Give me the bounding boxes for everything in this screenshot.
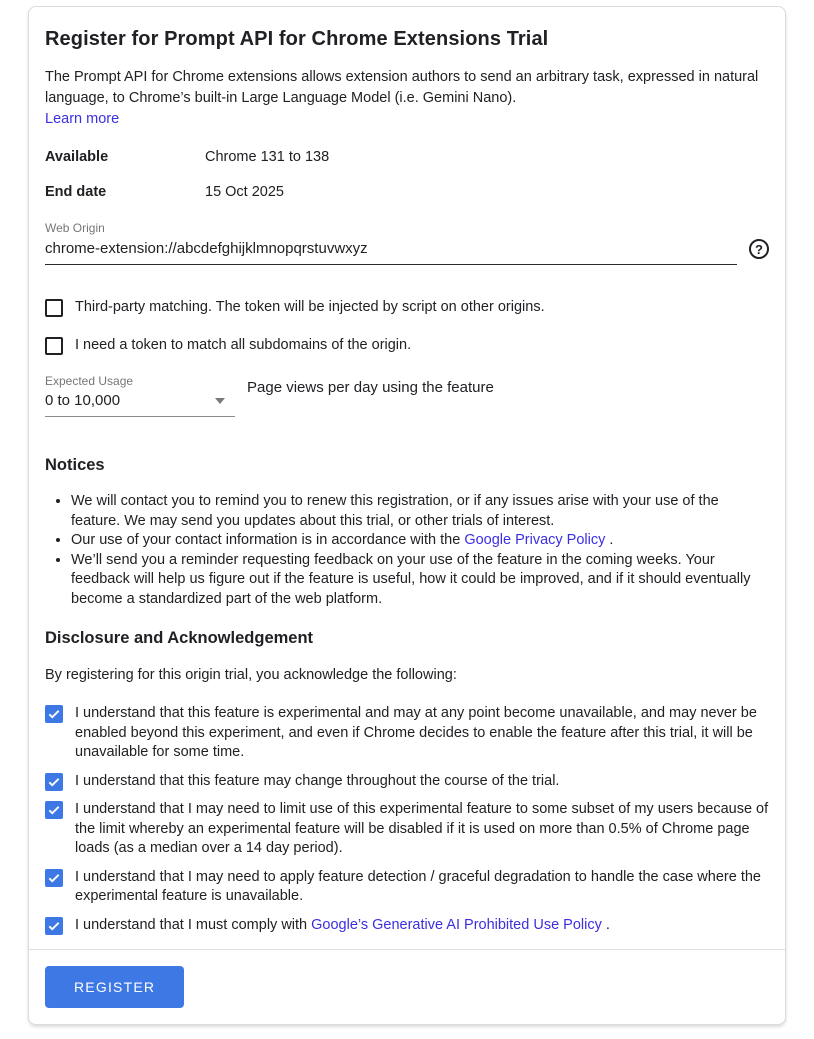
generative-ai-policy-link[interactable]: Google’s Generative AI Prohibited Use Policy (311, 916, 602, 933)
notices-list (45, 492, 769, 609)
trial-details (45, 147, 769, 203)
web-origin-input[interactable] (45, 236, 737, 265)
option-label: Third-party matching. The token will be injected by script on other origins. (75, 299, 545, 315)
check-icon (47, 919, 61, 933)
check-icon (47, 871, 61, 885)
ack-row-may-change (45, 772, 769, 792)
actions-bar (29, 949, 785, 1024)
web-origin-field (45, 221, 769, 265)
ack-label: I understand that I may need to limit use of this experimental feature to some subset of my users because of the limit whereby an experimental feature will be disabled if it is used on more than 0.5% of Chrome page loads (as a median over a 14 day period). (75, 801, 769, 856)
detail-row-end-date (45, 182, 769, 203)
expected-usage-select[interactable] (45, 374, 235, 417)
expected-usage-hint: Page views per day using the feature (247, 379, 494, 396)
detail-value: 15 Oct 2025 (205, 184, 284, 200)
disclosure-intro: By registering for this origin trial, you acknowledge the following: (45, 667, 457, 683)
ack-row-prohibited-use-policy (45, 916, 769, 936)
token-options (45, 298, 769, 355)
register-button[interactable]: REGISTER (45, 966, 184, 1008)
acknowledgement-list (45, 704, 769, 935)
registration-card (28, 6, 786, 1025)
notice-text: . (605, 532, 614, 548)
ack-policy-checkbox[interactable] (45, 917, 63, 935)
notice-item: • We’ll send you a reminder requesting feedback on your use of the feature in the coming weeks. Your feedback will help us figure out if the feature is useful, how it could be improved, and if it should eventually become a standardized part of the web platform. (71, 551, 769, 610)
detail-value: Chrome 131 to 138 (205, 149, 330, 165)
ack-feature-detection-checkbox[interactable] (45, 869, 63, 887)
ack-experimental-checkbox[interactable] (45, 705, 63, 723)
expected-usage-value: 0 to 10,000 (45, 392, 121, 409)
option-third-party-matching (45, 298, 769, 317)
ack-may-change-checkbox[interactable] (45, 773, 63, 791)
page-title: Register for Prompt API for Chrome Extensions Trial (45, 28, 549, 50)
detail-label: Available (45, 149, 109, 165)
third-party-matching-checkbox[interactable] (45, 299, 63, 317)
expected-usage-label: Expected Usage (45, 374, 134, 388)
ack-text: I understand that I must comply with (75, 916, 312, 933)
intro-paragraph: The Prompt API for Chrome extensions allows extension authors to send an arbitrary task, expressed in natural language, to Chrome’s built-in Large Language Model (i.e. Gemini Nano). (45, 69, 759, 106)
learn-more-link[interactable]: Learn more (45, 111, 120, 127)
detail-label: End date (45, 184, 107, 200)
google-privacy-policy-link[interactable]: Google Privacy Policy (464, 532, 606, 548)
check-icon (47, 775, 61, 789)
detail-row-available (45, 147, 769, 168)
check-icon (47, 803, 61, 817)
ack-row-feature-detection (45, 868, 769, 907)
web-origin-label: Web Origin (45, 221, 105, 235)
notices-heading: Notices (45, 456, 105, 474)
dropdown-arrow-icon (215, 398, 225, 404)
option-match-subdomains (45, 336, 769, 355)
help-icon[interactable]: ? (749, 239, 769, 259)
ack-limit-use-checkbox[interactable] (45, 801, 63, 819)
ack-label: I understand that I may need to apply feature detection / graceful degradation to handle the case where the experimental feature is unavailable. (75, 868, 761, 904)
expected-usage-block (45, 374, 769, 417)
notice-text: Our use of your contact information is in accordance with the (71, 532, 465, 548)
ack-label: I understand that this feature is experimental and may at any point become unavailable, and may never be enabled beyond this experiment, and even if Chrome decides to enable the feature after this trial, it will be unavailable for some time. (75, 705, 757, 760)
ack-text: . (601, 916, 610, 933)
notice-item (71, 531, 769, 551)
disclosure-heading: Disclosure and Acknowledgement (45, 629, 314, 647)
check-icon (47, 707, 61, 721)
option-label: I need a token to match all subdomains of the origin. (75, 337, 412, 353)
match-subdomains-checkbox[interactable] (45, 337, 63, 355)
notice-item: • We will contact you to remind you to renew this registration, or if any issues arise with your use of the feature. We may send you updates about this trial, or other trials of interest. (71, 492, 769, 531)
ack-label: I understand that this feature may change throughout the course of the trial. (75, 772, 560, 789)
ack-row-experimental (45, 704, 769, 763)
ack-row-limit-use (45, 800, 769, 859)
ack-label (75, 916, 610, 936)
